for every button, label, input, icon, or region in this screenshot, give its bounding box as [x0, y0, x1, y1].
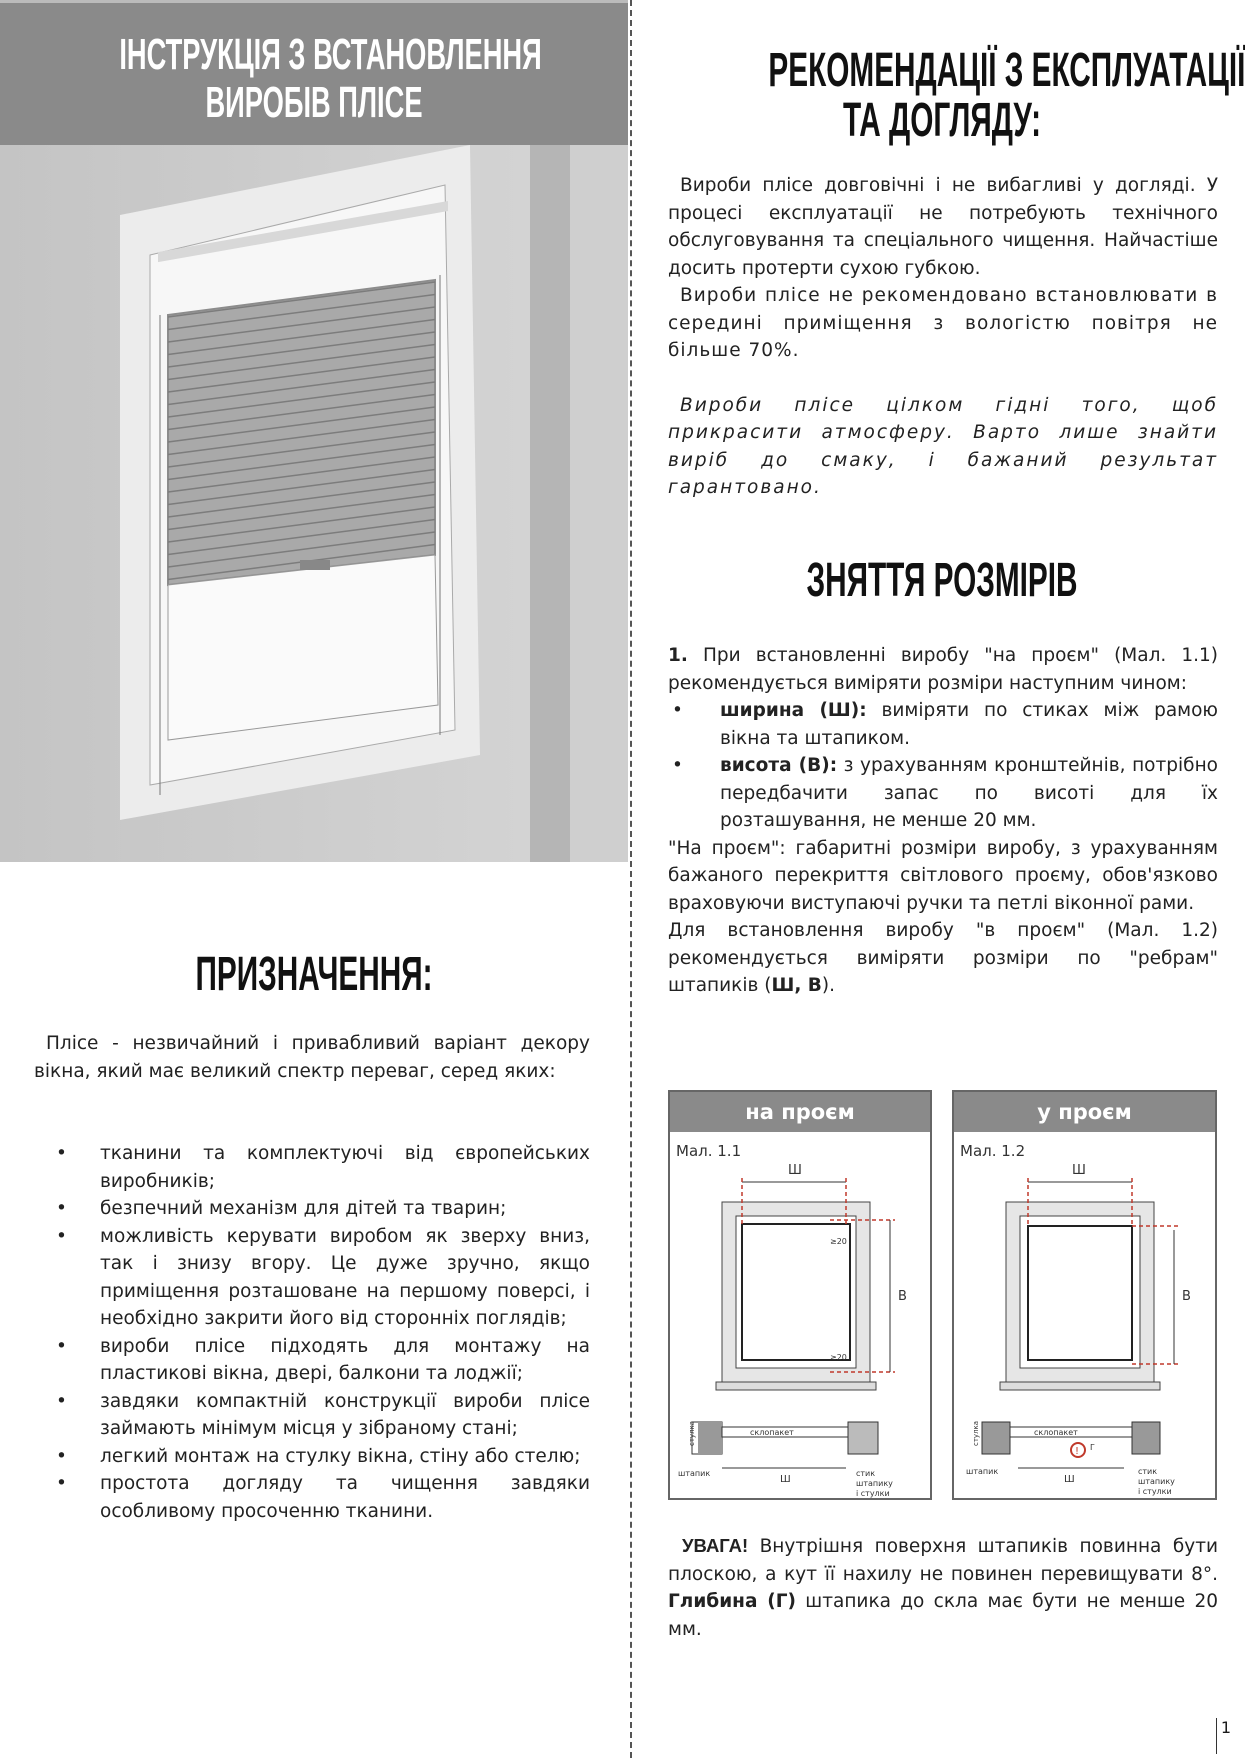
measure-heading: ЗНЯТТЯ РОЗМІРІВ	[806, 554, 1078, 607]
svg-text:стик: стик	[856, 1469, 876, 1478]
purpose-intro: Плісе - незвичайний і привабливий варіант декору вікна, який має великий спектр переваг, серед яких:	[34, 1033, 590, 1082]
care-heading: РЕКОМЕНДАЦІЇ З ЕКСПЛУАТАЦІЇ ТА ДОГЛЯДУ:	[768, 44, 1245, 147]
svg-text:штапику: штапику	[1138, 1477, 1175, 1486]
measure-item: • ширина (Ш): виміряти по стиках між рамою вікна та штапиком.	[668, 697, 1218, 752]
svg-text:Ш: Ш	[788, 1163, 802, 1178]
diagram-header: у проєм	[954, 1092, 1215, 1132]
purpose-item: • простота догляду та чищення завдяки особливому просоченню тканини.	[38, 1470, 590, 1525]
purpose-item: • легкий монтаж на стулку вікна, стіну або стелю;	[38, 1443, 590, 1471]
svg-text:!: !	[1075, 1446, 1080, 1457]
page-number: 1	[1216, 1718, 1231, 1754]
svg-text:≥20: ≥20	[830, 1353, 847, 1362]
title-banner	[0, 0, 628, 145]
measure-item: • висота (В): з урахуванням кронштейнів, потрібно передбачити запас по висоті для їх розташування, не менше 20 мм.	[668, 752, 1218, 835]
diagram-on-opening	[668, 1090, 932, 1500]
window-diagram-1-1	[670, 1132, 930, 1498]
diagram-header: на проєм	[670, 1092, 930, 1132]
purpose-item: • завдяки компактній конструкції вироби плісе займають мінімум місця у зібраному стані;	[38, 1388, 590, 1443]
window-diagram-1-2	[954, 1132, 1215, 1498]
purpose-item: • безпечний механізм для дітей та тварин;	[38, 1195, 590, 1223]
svg-text:В: В	[1182, 1289, 1191, 1304]
title-line-2: ВИРОБІВ ПЛІСЕ	[205, 78, 423, 127]
svg-text:стулка: стулка	[688, 1420, 696, 1446]
svg-text:стик: стик	[1138, 1467, 1158, 1476]
measure-text: 1. При встановленні виробу "на проєм" (Мал. 1.1) рекомендується виміряти розміри наступним чином: • ширина (Ш): виміряти по стиках між рамою вікна та штапиком. • висота (В): з урахуванням кронштейнів, потрібно передбачити запас по висоті для їх розташування, не менше 20 мм. "На проєм": габаритні розміри виробу, з урахуванням бажаного перекриття світлового проєму, обов'язково враховуючи виступаючі ручки та петлі віконної рами. Для встановлення виробу "в проєм" (Мал. 1.2) рекомендується виміряти розміри по "ребрам" штапиків (Ш, В).	[668, 642, 1218, 1000]
in-opening-text: Для встановлення виробу "в проєм" (Мал. 1.2) рекомендується виміряти розміри по "ребрам" штапиків (Ш, В).	[668, 920, 1218, 996]
purpose-heading: ПРИЗНАЧЕННЯ:	[195, 948, 433, 1001]
purpose-item: • можливість керувати виробом як зверху вниз, так і знизу вгору. Це дуже зручно, якщо приміщення розташоване на першому поверсі, і необхідно закрити його від сторонніх поглядів;	[38, 1223, 590, 1333]
svg-text:склопакет: склопакет	[750, 1428, 794, 1437]
warning-note: УВАГА! Внутрішня поверхня штапиків повинна бути плоскою, а кут її нахилу не повинен перевищувати 8°. Глибина (Г) штапика до скла має бути не менше 20 мм.	[668, 1535, 1218, 1640]
purpose-item: • тканини та комплектуючі від європейських виробників;	[38, 1140, 590, 1195]
svg-text:склопакет: склопакет	[1034, 1428, 1078, 1437]
svg-text:штапик: штапик	[966, 1467, 999, 1476]
care-paragraph-2: Вироби плісе не рекомендовано встановлювати в середині приміщення з вологістю повітря не більше 70%.	[668, 285, 1218, 361]
diagram-in-opening	[952, 1090, 1217, 1500]
svg-text:і стулки: і стулки	[856, 1489, 890, 1498]
svg-text:В: В	[898, 1289, 907, 1304]
care-paragraph-1: Вироби плісе довговічні і не вибагливі у догляді. У процесі експлуатації не потребують технічного обслуговування та спеціального чищення. Найчастіше досить протерти сухою губкою.	[668, 175, 1218, 279]
svg-text:Ш: Ш	[1072, 1163, 1086, 1178]
svg-text:Ш: Ш	[1064, 1474, 1075, 1485]
svg-text:Мал. 1.2: Мал. 1.2	[960, 1142, 1026, 1160]
on-opening-text: "На проєм": габаритні розміри виробу, з урахуванням бажаного перекриття світлового проєму, обов'язково враховуючи виступаючі ручки та петлі віконної рами.	[668, 837, 1218, 914]
svg-text:Г: Г	[1090, 1443, 1095, 1452]
purpose-item: • вироби плісе підходять для монтажу на пластикові вікна, двері, балкони та лоджії;	[38, 1333, 590, 1388]
svg-text:Мал. 1.1: Мал. 1.1	[676, 1142, 742, 1160]
title-line-1: ІНСТРУКЦІЯ З ВСТАНОВЛЕННЯ	[119, 30, 542, 79]
care-paragraph-3: Вироби плісе цілком гідні того, щоб прикрасити атмосферу. Варто лише знайти виріб до смаку, і бажаний результат гарантовано.	[668, 394, 1218, 498]
svg-text:і стулки: і стулки	[1138, 1487, 1172, 1496]
column-divider	[630, 0, 632, 1758]
purpose-list	[38, 1140, 590, 1525]
svg-text:штапику: штапику	[856, 1479, 893, 1488]
care-text	[668, 172, 1218, 502]
svg-text:штапик: штапик	[678, 1469, 711, 1478]
pleated-blind-photo	[0, 145, 628, 862]
svg-text:Ш: Ш	[780, 1474, 791, 1485]
svg-text:≥20: ≥20	[830, 1237, 847, 1246]
svg-text:стулка: стулка	[972, 1420, 980, 1446]
